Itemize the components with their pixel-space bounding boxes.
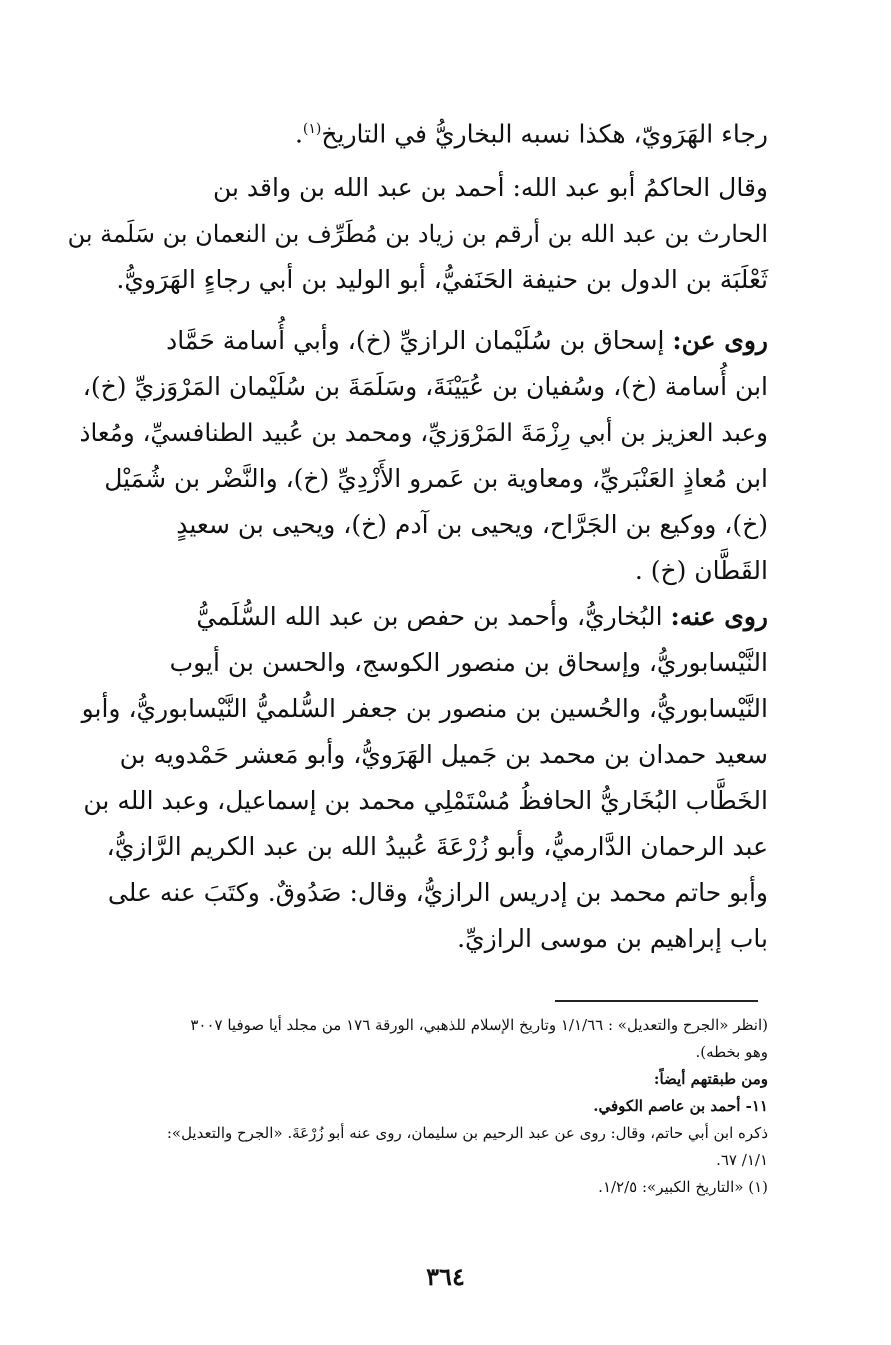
text-line: وقال الحاكمُ أبو عبد الله: أحمد بن عبد الله بن واقد بن <box>212 173 768 202</box>
text-line: ابن أُسامة (خ)، وسُفيان بن عُيَيْنَةَ، وسَلَمَةَ بن سُلَيْمان المَرْوَزيِّ (خ)، <box>82 372 768 401</box>
footnote-line: ذكره ابن أبي حاتم، وقال: روى عن عبد الرحيم بن سليمان، روى عنه أبو زُرْعَةَ. «الجرح والتعديل»: <box>166 1124 768 1142</box>
text-segment: رجاء الهَرَويّ، هكذا نسبه البخاريُّ في التاريخ <box>321 119 768 149</box>
text-line: (خ)، ووكيع بن الجَرَّاح، ويحيى بن آدم (خ)، ويحيى بن سعيدٍ <box>176 510 768 539</box>
page-number: ٣٦٤ <box>426 1262 465 1291</box>
text-segment: إسحاق بن سُلَيْمان الرازيِّ (خ)، وأبي أُسامة حَمَّاد <box>166 326 673 355</box>
footnotes <box>66 1012 768 1201</box>
text-line: القَطَّان (خ) . <box>634 556 768 585</box>
text-line: الحارث بن عبد الله بن أرقم بن زياد بن مُطَرِّف بن النعمان بن سَلَمة بن <box>67 220 768 248</box>
text-line: الخَطَّاب البُخَاريُّ الحافظُ مُسْتَمْلِي محمد بن إسماعيل، وعبد الله بن <box>83 786 768 815</box>
footnote-separator <box>555 1000 758 1002</box>
footnote-line: ١/١/ ٦٧. <box>716 1151 768 1169</box>
text-line: سعيد حمدان بن محمد بن جَميل الهَرَويُّ، وأبو مَعشر حَمْدويه بن <box>119 740 768 769</box>
text-line <box>66 106 768 152</box>
footnote-line: (انظر «الجرح والتعديل» : ١/١/٦٦ وتاريخ الإسلام للذهبي، الورقة ١٧٦ من مجلد أيا صوفيا ٣٠٠٧ <box>190 1016 768 1034</box>
paragraph-rawa-anhu <box>66 594 768 962</box>
footnote-line: ومن طبقتهم أيضاً: <box>653 1070 768 1088</box>
text-line: النَّيْسابوريُّ، وإسحاق بن منصور الكوسج، والحسن بن أيوب <box>169 648 768 677</box>
footnote-line: ١١- أحمد بن عاصم الكوفي. <box>593 1097 768 1115</box>
text-line <box>66 594 768 640</box>
text-segment: . <box>294 119 303 149</box>
footnote-line: وهو بخطه). <box>695 1043 768 1061</box>
paragraph-hakim <box>66 165 768 303</box>
text-line: ابن مُعاذٍ العَنْبَريِّ، ومعاوية بن عَمرو الأَزْدِيِّ (خ)، والنَّضْر بن شُمَيْل <box>104 464 768 493</box>
footnote-marker: (١) <box>302 121 322 137</box>
text-line: النَّيْسابوريُّ، والحُسين بن منصور بن جعفر السُّلميُّ النَّيْسابوريُّ، وأبو <box>81 694 768 723</box>
paragraph-intro <box>66 106 768 152</box>
text-line: وأبو حاتم محمد بن إدريس الرازيُّ، وقال: صَدُوقٌ. وكتَبَ عنه على <box>107 878 768 907</box>
text-line: باب إبراهيم بن موسى الرازيِّ. <box>457 924 768 953</box>
text-line <box>66 318 768 364</box>
section-lead: روى عنه: <box>670 602 768 631</box>
text-line: عبد الرحمان الدَّارميُّ، وأبو زُرْعَةَ عُبيدُ الله بن عبد الكريم الرَّازيُّ، <box>106 832 768 861</box>
text-segment: البُخاريُّ، وأحمد بن حفص بن عبد الله السُّلَميُّ <box>196 602 671 631</box>
section-lead: روى عن: <box>672 326 768 355</box>
paragraph-rawa-an <box>66 318 768 594</box>
text-line: وعبد العزيز بن أبي رِزْمَةَ المَرْوَزيِّ، ومحمد بن عُبيد الطنافسيِّ، ومُعاذ <box>79 418 768 447</box>
text-line: ثَعْلَبَة بن الدول بن حنيفة الحَنَفيُّ، أبو الوليد بن أبي رجاءٍ الهَرَويُّ. <box>116 265 768 294</box>
footnote-line: (١) «التاريخ الكبير»: ١/٢/٥. <box>598 1178 768 1196</box>
